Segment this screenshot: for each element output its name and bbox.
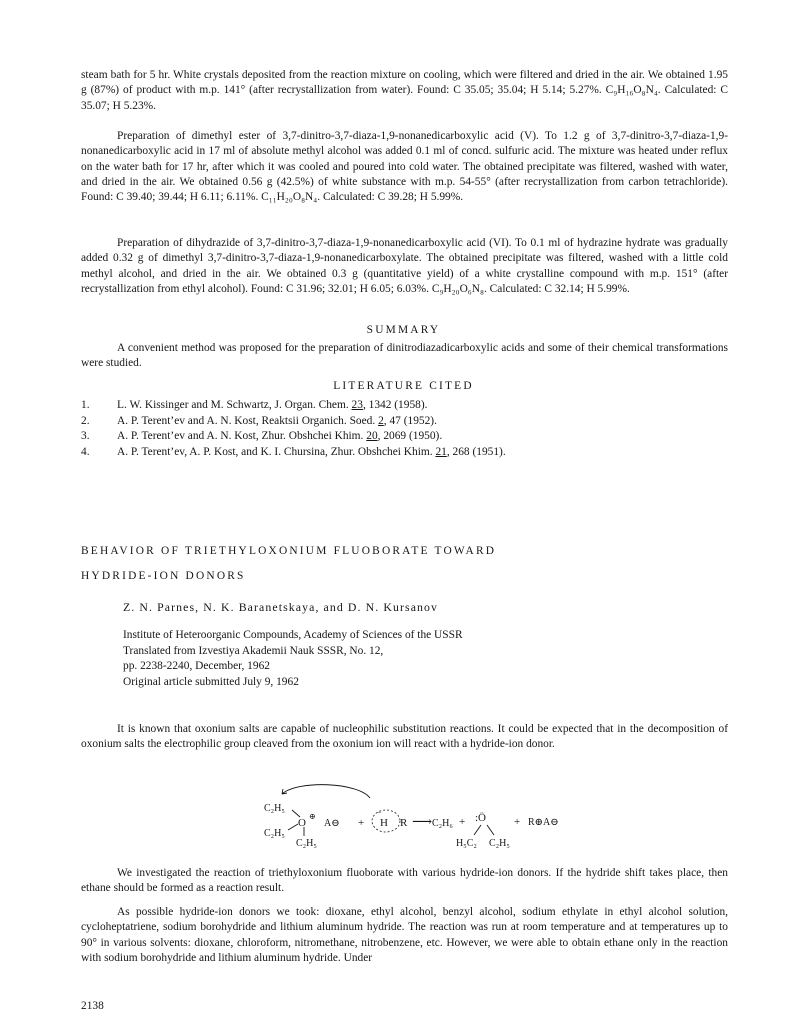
- summary-text: A convenient method was proposed for the preparation of dinitrodiazadicarboxylic acids and some of their chemical transformations were studied.: [81, 342, 728, 370]
- ethyl-bottom-label: C₂H₅: [296, 838, 317, 849]
- investigated-paragraph: We investigated the reaction of triethyloxonium fluoborate with various hydride-ion donors. If the hydride shift takes place, then ethane should be formed as a reaction result.: [81, 867, 728, 895]
- bond-line: [288, 824, 298, 830]
- continued-paragraph: steam bath for 5 hr. White crystals deposited from the reaction mixture on cooling, which were filtered and dried in the air. We obtained 1.95 g (87%) of product with m.p. 141° (after recrystallization from water). Found: C 35.05; 35.04; H 5.14; 5.27%. C₉H₁₆O₈N₄. Calculated: C 35.07; H 5.23%.: [81, 69, 728, 112]
- anion-label: A⊖: [324, 818, 340, 829]
- oxonium-positive-charge: ⊕: [309, 812, 316, 821]
- summary-heading: SUMMARY: [366, 324, 441, 336]
- ether-left-ethyl: H₅C₂: [456, 838, 477, 849]
- ethyl-left-label: C₂H₅: [264, 828, 285, 839]
- bond-line: [292, 810, 300, 817]
- ether-right-ethyl: C₂H₅: [489, 838, 510, 849]
- plus-sign: +: [459, 816, 466, 828]
- salt-product: R⊕A⊖: [528, 817, 559, 828]
- ethyl-top-label: C₂H₅: [264, 803, 285, 814]
- affiliation-line: Original article submitted July 9, 1962: [123, 675, 299, 688]
- hydride-label: H: [380, 817, 388, 829]
- affiliation-line: pp. 2238-2240, December, 1962: [123, 660, 270, 673]
- bond-line: [487, 825, 494, 835]
- reference-list: [81, 398, 728, 460]
- article-title-line-1: BEHAVIOR OF TRIETHYLOXONIUM FLUOBORATE TOWARD: [81, 545, 497, 557]
- plus-sign: +: [514, 816, 521, 828]
- page-number: 2138: [81, 1000, 104, 1012]
- reaction-scheme: [258, 780, 588, 862]
- reference-item: 1. L. W. Kissinger and M. Schwartz, J. Organ. Chem. 23, 1342 (1958).: [81, 399, 428, 411]
- article-authors: Z. N. Parnes, N. K. Baranetskaya, and D. N. Kursanov: [123, 600, 439, 614]
- hydride-negative-charge: −: [377, 808, 382, 817]
- affiliation-line: Institute of Heteroorganic Compounds, Academy of Sciences of the USSR: [123, 629, 463, 641]
- ethane-product: C₂H₆: [432, 818, 453, 829]
- prep-dihydrazide-paragraph: Preparation of dihydrazide of 3,7-dinitro-3,7-diaza-1,9-nonanedicarboxylic acid (VI). To 0.1 ml of hydrazine hydrate was gradually added 0.32 g of dimethyl 3,7-dinitro-3,7-diaza-1,9-nonanedicarboxylate. The obtained precipitate was filtered, washed with a little cold methyl alcohol, and dried in the air. We obtained 0.3 g (quantitative yield) of a white crystalline compound with m.p. 151° (after recrystallization from ethyl alcohol). Found: C 31.96; 32.01; H 6.05; 6.03%. C₉H₂₀O₆N₈. Calculated: C 32.14; H 5.99%.: [81, 237, 728, 295]
- plus-sign: +: [358, 817, 365, 829]
- affiliation-line: Translated from Izvestiya Akademii Nauk SSSR, No. 12,: [123, 644, 384, 657]
- article-title-line-2: HYDRIDE-ION DONORS: [81, 570, 246, 582]
- bond-line: [474, 825, 481, 835]
- reference-item: 4. A. P. Terent’ev, A. P. Kost, and K. I. Chursina, Zhur. Obshchei Khim. 21, 268 (1951).: [81, 445, 506, 458]
- donors-paragraph: As possible hydride-ion donors we took: dioxane, ethyl alcohol, benzyl alcohol, sodium ethylate in ethyl alcohol solution, cycloheptatriene, sodium borohydride and lithium aluminum hydride. The reaction was run at room temperature and at temperatures up to 90° in various solvents: dioxane, chloroform, nitromethane, nitrobenzene, etc. However, we were able to obtain ethane only in the reaction with sodium borohydride and lithium aluminum hydride. Under: [81, 906, 728, 964]
- article-affiliation: [123, 628, 463, 690]
- r-group-label: R: [400, 817, 408, 829]
- literature-heading: LITERATURE CITED: [333, 380, 474, 392]
- electron-shift-arrow: [282, 785, 370, 798]
- intro-paragraph: It is known that oxonium salts are capable of nucleophilic substitution reactions. It could be expected that in the decomposition of oxonium salts the electrophilic group cleaved from the oxonium ion will react with a hydride-ion donor.: [81, 723, 728, 751]
- oxonium-oxygen: O: [298, 817, 306, 829]
- reference-item: 2. A. P. Terent’ev and A. N. Kost, Reaktsii Organich. Soed. 2, 47 (1952).: [81, 414, 437, 427]
- prep-dimethyl-ester-paragraph: Preparation of dimethyl ester of 3,7-dinitro-3,7-diaza-1,9-nonanedicarboxylic acid (V). To 1.2 g of 3,7-dinitro-3,7-diaza-1,9-nonanedicarboxylic acid in 17 ml of absolute methyl alcohol was added 0.1 ml of concd. sulfuric acid. The mixture was heated under reflux on the water bath for 17 hr, after which it was cooled and poured into cold water. The obtained precipitate was filtered, washed with water, and dried in the air. We obtained 0.56 g (42.5%) of white substance with m.p. 54-55° (after recrystallization from carbon tetrachloride). Found: C 39.40; 39.44; H 6.11; 6.11%. C₁₁H₂₀O₈N₄. Calculated: C 39.28; H 5.99%.: [81, 130, 728, 204]
- reference-item: 3. A. P. Terent’ev and A. N. Kost, Zhur. Obshchei Khim. 20, 2069 (1950).: [81, 430, 443, 443]
- reaction-arrow: ⟶: [412, 815, 433, 830]
- ether-oxygen: :Ö: [475, 812, 486, 824]
